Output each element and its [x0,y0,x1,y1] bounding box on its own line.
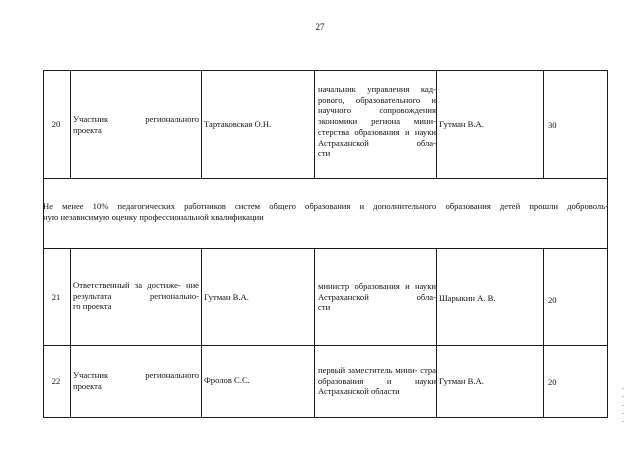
row-divider [43,248,608,249]
role-cell [73,114,199,135]
scan-speck [622,396,624,397]
percent-value: 20 [548,295,557,305]
role-line: Участник регионального [73,370,199,380]
supervisor-name: Шарыкин А. В. [439,293,496,303]
role-line: Участник регионального [73,114,199,124]
percent-value: 20 [548,377,557,387]
position-line: Астраханской области [318,386,400,397]
banner-line: ную независимую оценку профессиональной квалификации [43,212,264,222]
role-cell [73,370,199,391]
position-line: науки Астраханской обла- [318,281,436,302]
position-line: науки Астраханской обла- [318,126,436,148]
column-divider [314,248,315,418]
role-line: го проекта [73,301,112,312]
position-line: первый заместитель мини- [318,365,418,375]
column-divider [436,70,437,178]
position-line: сти [318,302,331,313]
column-divider [201,70,202,178]
column-divider [70,248,71,418]
position-line: рового, образовательного и [318,94,436,105]
position-line: экономики региона мини- [318,116,436,127]
position-cell [318,84,436,159]
supervisor-name: Гутман В.А. [439,376,484,386]
role-line: ние результата регионально- [73,280,199,301]
percent-value: 30 [548,120,557,130]
banner-line: Не менее 10% педагогических работников систем общего образования и дополнительного образования детей прошли доброволь- [43,201,608,211]
row-divider [43,345,608,346]
role-line: проекта [73,124,102,135]
column-divider [70,70,71,178]
column-divider [543,248,544,418]
column-divider [201,248,202,418]
scan-speck [622,413,624,414]
person-name: Фролов С.С. [204,375,250,385]
position-cell [318,365,436,397]
position-line: начальник управления кад- [318,84,436,94]
column-divider [436,248,437,418]
position-cell [318,281,436,313]
position-line: научного сопровождения [318,105,436,116]
row-divider [43,417,608,418]
position-line: министр образования и [318,281,410,291]
row-divider [43,70,608,71]
section-banner [43,201,608,223]
table-border-right [607,70,608,418]
person-name: Тартаковская О.Н. [204,119,272,129]
role-line: проекта [73,380,102,391]
row-number: 20 [51,119,61,129]
column-divider [314,70,315,178]
position-line: стерства образования и [318,126,410,137]
supervisor-name: Гутман В.А. [439,119,484,129]
scan-speck [622,388,624,389]
page-number: 27 [315,22,325,32]
scan-speck [622,421,624,422]
responsibility-table [43,70,608,418]
row-divider [43,178,608,179]
column-divider [543,70,544,178]
role-cell [73,280,199,312]
person-name: Гутман В.А. [204,292,249,302]
position-line: сти [318,148,331,159]
role-line: Ответственный за достиже- [73,280,181,290]
row-number: 21 [51,292,61,302]
scan-speck [622,405,624,406]
row-number: 22 [51,376,61,386]
position-line: стра образования и науки [318,365,436,386]
